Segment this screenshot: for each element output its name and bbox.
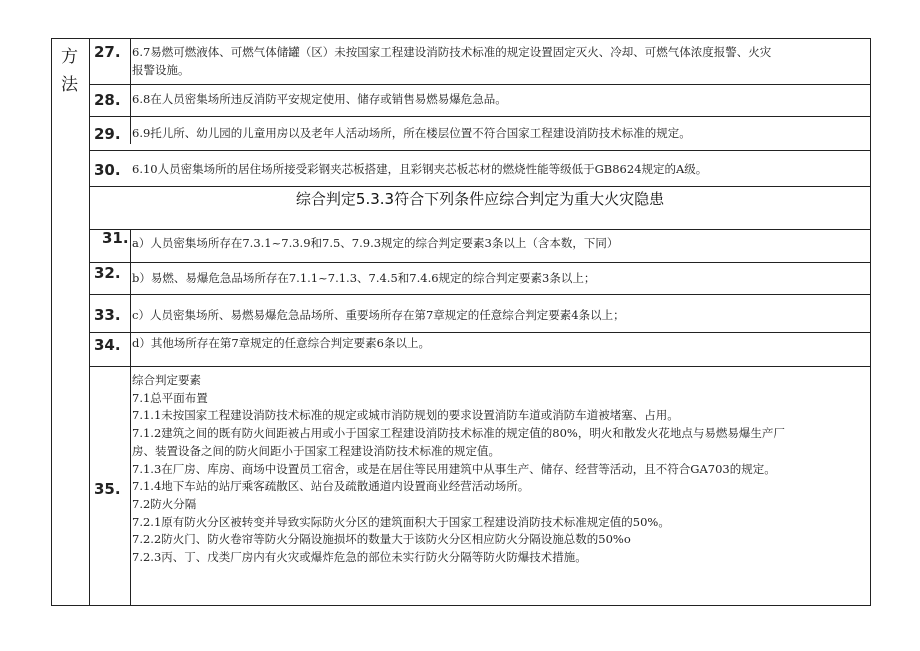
detail-line: 7.1.1未按国家工程建设消防技术标准的规定或城市消防规划的要求设置消防车道或消防车道被堵塞、占用。 — [132, 408, 679, 423]
row-number: 31. — [102, 229, 129, 247]
table-divider — [89, 84, 871, 85]
detail-line: 7.1.3在厂房、库房、商场中设置员工宿舍，或是在居住等民用建筑中从事生产、储存、经营等活动，且不符合GA703的规定。 — [132, 461, 776, 476]
row-number: 35. — [94, 480, 121, 498]
row-number: 32. — [94, 264, 121, 282]
row-number: 28. — [94, 91, 121, 109]
table-divider — [89, 332, 871, 333]
detail-line: 7.1.4地下车站的站厅乘客疏散区、站台及疏散通道内设置商业经营活动场所。 — [132, 479, 530, 494]
table-divider — [89, 366, 871, 367]
row-number: 27. — [94, 43, 121, 61]
row-text: 6.10人员密集场所的居住场所接受彩钢夹芯板搭建，且彩钢夹芯板芯材的燃烧性能等级低于GB8624规定的A级。 — [132, 162, 708, 176]
table-divider — [89, 229, 871, 230]
detail-line: 房、装置设备之间的防火间距小于国家工程建设消防技术标准的规定值。 — [132, 443, 500, 458]
table-divider — [89, 262, 871, 263]
section-heading: 综合判定5.3.3符合下列条件应综合判定为重大火灾隐患 — [295, 190, 665, 208]
hazard-table — [51, 38, 871, 606]
row-text: 6.8在人员密集场所违反消防平安规定使用、储存或销售易燃易爆危急品。 — [132, 92, 507, 106]
row-text: b）易燃、易爆危急品场所存在7.1.1~7.1.3、7.4.5和7.4.6规定的综合判定要素3条以上； — [132, 271, 596, 285]
row-text: 报警设施。 — [132, 63, 190, 77]
detail-line: 7.2.2防火门、防火卷帘等防火分隔设施损坏的数量大于该防火分区相应防火分隔设施总数的50%o — [132, 532, 631, 547]
row-number: 29. — [94, 125, 121, 143]
row-text: a）人员密集场所存在7.3.1~7.3.9和7.5、7.9.3规定的综合判定要素3条以上（含本数，下同） — [132, 236, 619, 250]
table-divider — [130, 39, 131, 144]
table-divider — [89, 150, 871, 151]
table-divider — [130, 229, 131, 605]
table-divider — [89, 294, 871, 295]
row-number: 30. — [94, 161, 121, 179]
row-number: 34. — [94, 336, 121, 354]
table-divider — [89, 116, 871, 117]
detail-line: 7.1.2建筑之间的既有防火间距被占用或小于国家工程建设消防技术标准的规定值的80%，明火和散发火花地点与易燃易爆生产厂 — [132, 426, 785, 441]
detail-text-block — [132, 372, 867, 567]
row-text: d）其他场所存在第7章规定的任意综合判定要素6条以上。 — [132, 336, 430, 350]
detail-line: 7.2防火分隔 — [132, 496, 197, 511]
detail-line: 综合判定要素 — [132, 373, 201, 387]
table-divider — [89, 39, 90, 605]
row-text: c）人员密集场所、易燃易爆危急品场所、重要场所存在第7章规定的任意综合判定要素4条以上； — [132, 308, 625, 322]
detail-line: 7.2.3丙、丁、戊类厂房内有火灾或爆炸危急的部位未实行防火分隔等防火防爆技术措施。 — [132, 550, 587, 565]
row-text: 6.7易燃可燃液体、可燃气体储罐（区）未按国家工程建设消防技术标准的规定设置固定灭火、冷却、可燃气体浓度报警、火灾 — [132, 45, 772, 59]
row-number: 33. — [94, 306, 121, 324]
table-divider — [89, 186, 871, 187]
detail-line: 7.1总平面布置 — [132, 390, 208, 405]
row-text: 6.9托儿所、幼儿园的儿童用房以及老年人活动场所，所在楼层位置不符合国家工程建设消防技术标准的规定。 — [132, 126, 691, 140]
detail-line: 7.2.1原有防火分区被转变并导致实际防火分区的建筑面积大于国家工程建设消防技术标准规定值的50%。 — [132, 514, 670, 529]
category-label: 方法 — [61, 47, 78, 95]
